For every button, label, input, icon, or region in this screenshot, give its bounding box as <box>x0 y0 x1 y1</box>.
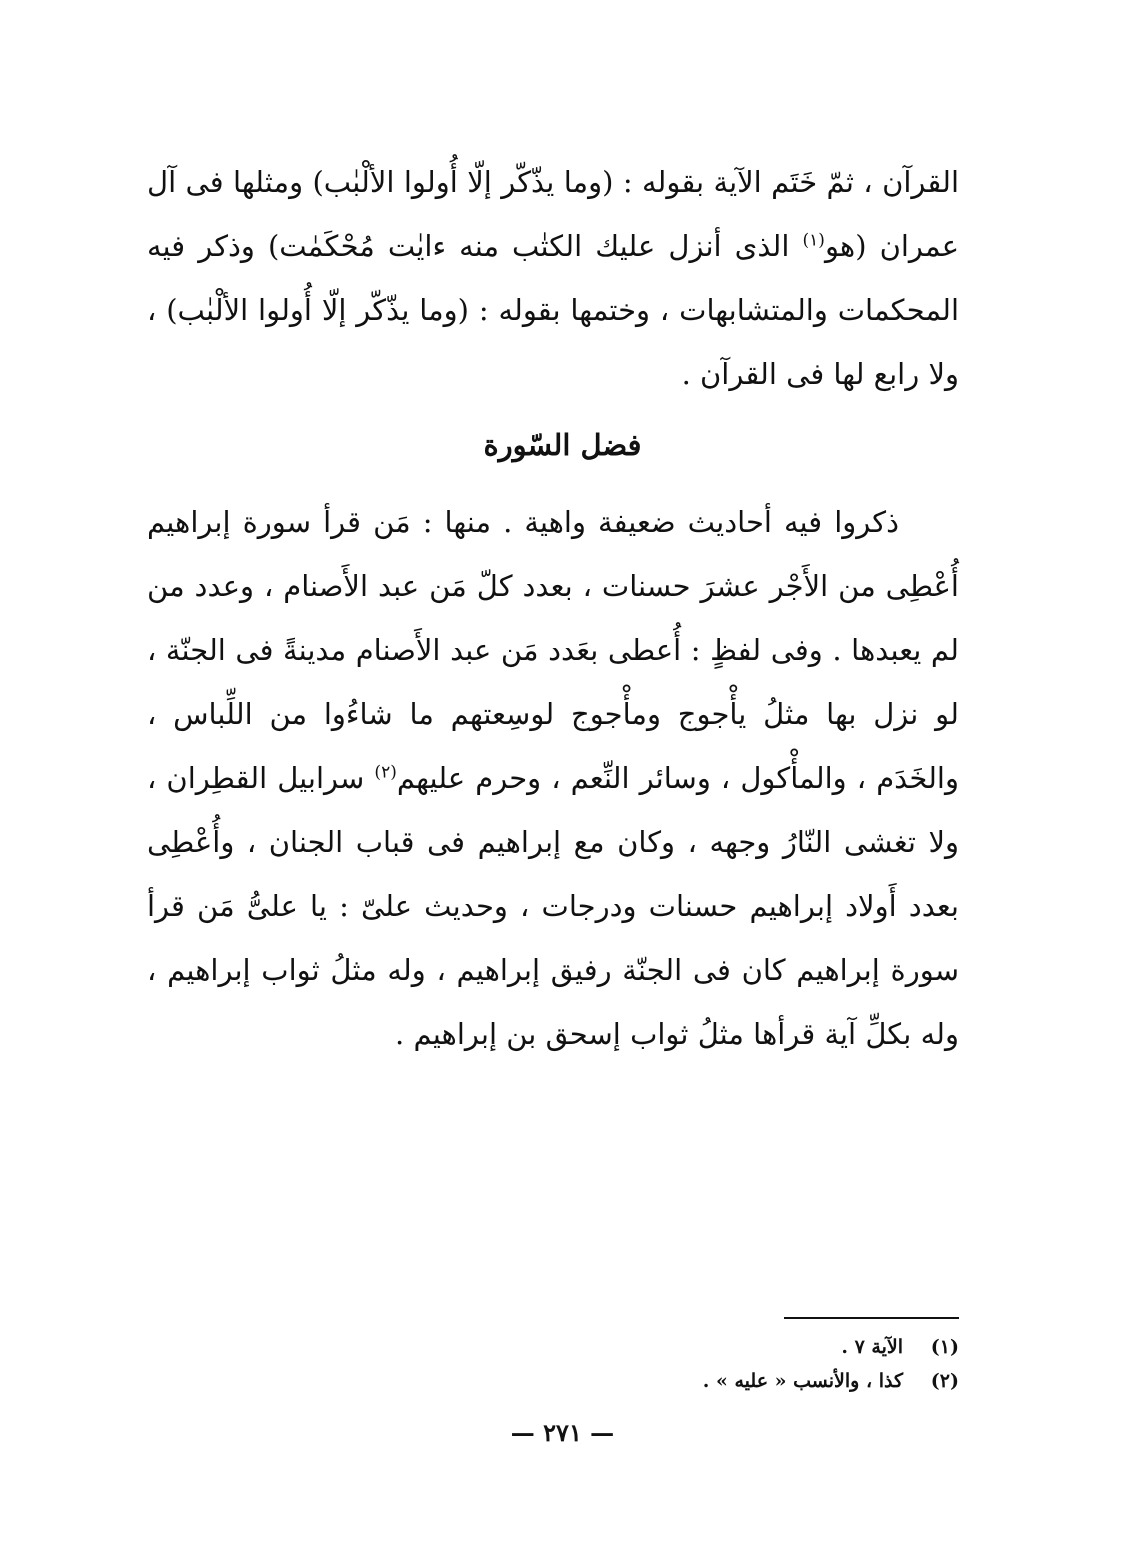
footnote-text: كذا ، والأنسب « عليه » . <box>702 1370 903 1392</box>
footnote-text: الآية ٧ . <box>841 1336 903 1358</box>
main-paragraph-text-1: ذكروا فيه أحاديث ضعيفة واهية . منها : مَن قرأ سورة إبراهيم أُعْطِى من الأَجْر عشرَ حسنات ، بعدد كلّ مَن عبد الأَصنام ، وعدد من لم يعبدها . وفى لفظٍ : أُعطى بعَدد مَن عبد الأَصنام مدينةً فى الجنّة ، لو نزل بها مثلُ يأْجوج ومأْجوج لوسِعتهم ما شاءُوا من اللِّباس ، والخَدَم ، والمأْكول ، وسائر النِّعم ، وحرم عليهم <box>147 505 959 795</box>
footnote-number: (١) <box>930 1336 959 1358</box>
footnote-item <box>459 1330 959 1364</box>
top-paragraph-text-1: القرآن ، ثمّ خَتَم الآية بقوله : (وما يذّكّر إلّا أُولوا الألْبٰب) ومثلها فى آل عمران (هو <box>147 165 960 263</box>
top-paragraph-text-2: الذى أنزل عليك الكتٰب منه ءايٰت مُحْكَمٰت) وذكر فيه المحكمات والمتشابهات ، وختمها بقوله : (وما يذّكّر إلّا أُولوا الألْبٰب) ، ولا رابع لها فى القرآن . <box>147 229 959 391</box>
footnote-number: (٢) <box>930 1370 959 1392</box>
page-number: — ٢٧١ — <box>510 1418 615 1447</box>
main-paragraph <box>147 490 959 1066</box>
section-title: فضل السّورة <box>483 428 642 462</box>
footnotes <box>459 1330 959 1398</box>
footnote-ref-1: (١) <box>802 230 825 251</box>
top-paragraph <box>147 150 959 406</box>
footnote-divider <box>784 1317 959 1319</box>
main-paragraph-text-2: سرابيل القطِران ، ولا تغشى النّارُ وجهه ، وكان مع إبراهيم فى قباب الجنان ، وأُعْطِى بعدد أَولاد إبراهيم حسنات ودرجات ، وحديث علىّ : يا علىُّ مَن قرأ سورة إبراهيم كان فى الجنّة رفيق إبراهيم ، وله مثلُ ثواب إبراهيم ، وله بكلِّ آية قرأها مثلُ ثواب إسحق بن إبراهيم . <box>147 761 959 1051</box>
footnote-ref-2: (٢) <box>374 762 397 783</box>
footnote-item <box>459 1364 959 1398</box>
